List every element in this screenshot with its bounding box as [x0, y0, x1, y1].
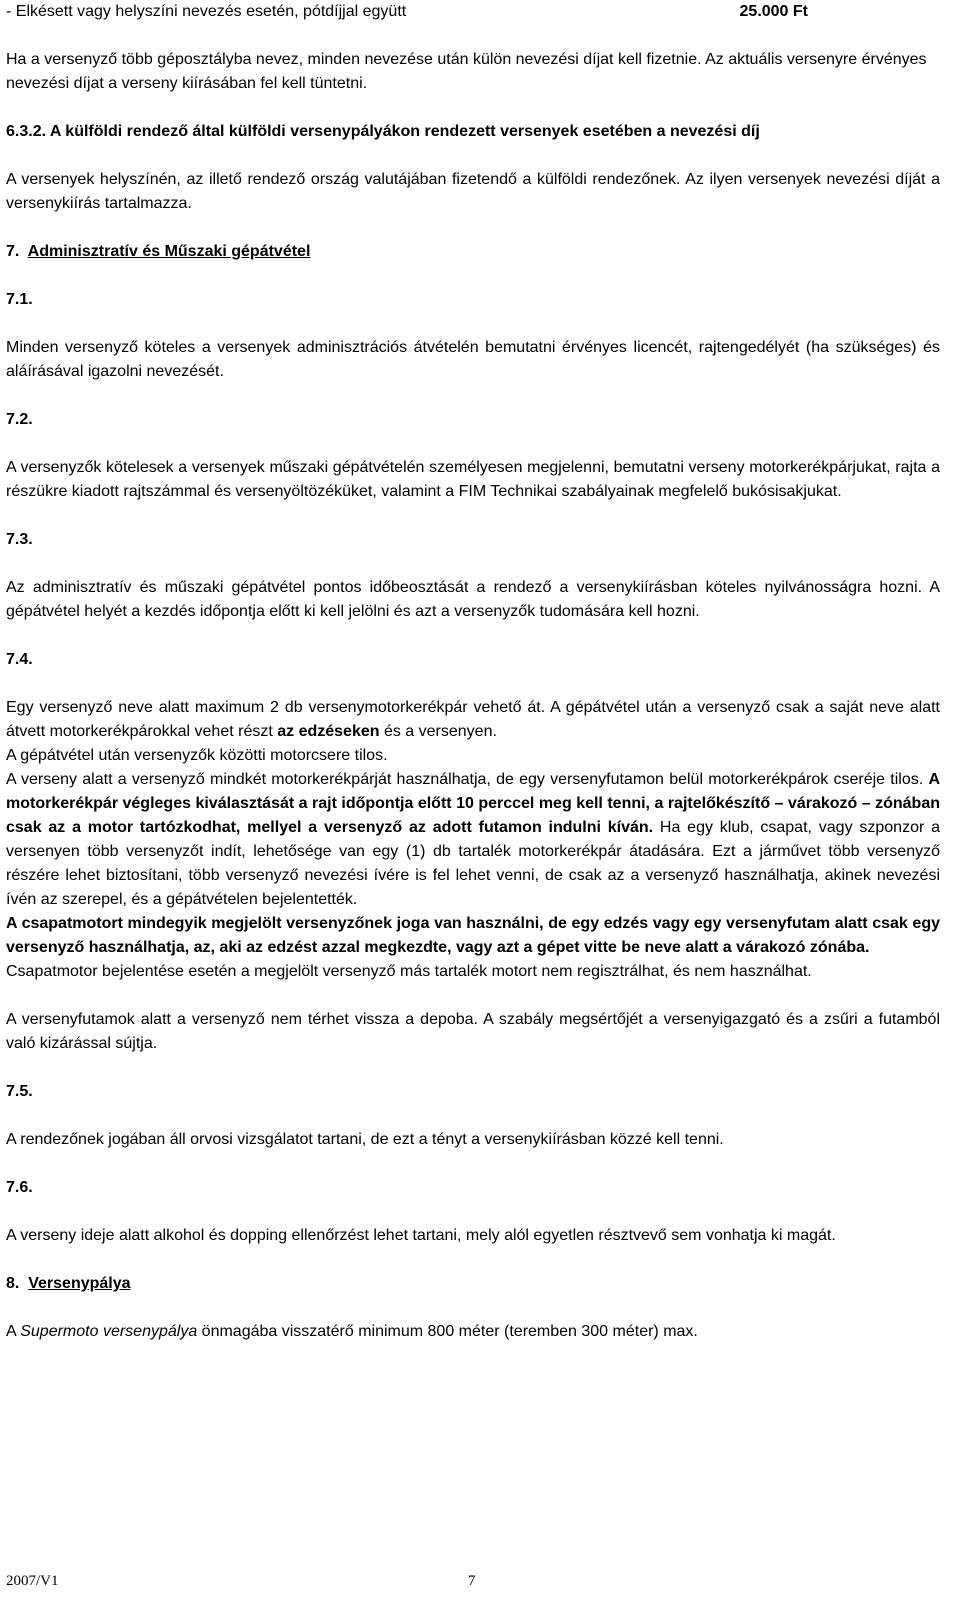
section-8-text-part-a: A: [6, 1323, 21, 1340]
section-7-4-paragraph-6: A versenyfutamok alatt a versenyző nem térhet vissza a depoba. A szabály megsértőjét a versenyigazgató és a zsűri a futamból való kizárással sújtja.: [6, 1011, 940, 1052]
document-page: [6, 0, 940, 1344]
section-7-6-text: A verseny ideje alatt alkohol és dopping ellenőrzést lehet tartani, mely alól egyetlen résztvevő sem vonhatja ki magát.: [6, 1227, 836, 1244]
section-7-number: 7.: [6, 243, 20, 260]
footer-version: 2007/V1: [6, 1573, 59, 1589]
section-7-4-p3-part-c: Ha egy klub, csapat, vagy szponzor a versenyen több versenyzőt indít, lehetősége van egy (1) db tartalék motorkerékpár átadására. Ezt a járművet több versenyző részére lehet biztosítani, több versenyző nevezési ívére is fel lehet venni, de csak az a versenyző használhatja, akinek nevezési ívén az szerepel, és a gépátvételen bejelentették.: [6, 819, 940, 908]
section-8-number: 8.: [6, 1275, 20, 1292]
section-8-text: [6, 1320, 940, 1344]
section-7-4-number: 7.4.: [6, 651, 33, 668]
section-7-1-number: 7.1.: [6, 291, 33, 308]
late-entry-fee-amount: 25.000 Ft: [739, 3, 808, 20]
section-7-3-number: 7.3.: [6, 531, 33, 548]
page-footer: [6, 1573, 706, 1590]
section-6-3-2-text: A versenyek helyszínén, az illető rendező ország valutájában fizetendő a külföldi rendezőnek. Az ilyen versenyek nevezési díját a versenykiírás tartalmazza.: [6, 171, 940, 212]
multi-class-fee-paragraph: Ha a versenyző több géposztályba nevez, minden nevezése után külön nevezési díjat kell fizetnie. Az aktuális versenyre érvényes nevezési díjat a verseny kiírásában fel kell tüntetni.: [6, 51, 927, 92]
section-8-title: Versenypálya: [28, 1275, 131, 1292]
section-8-text-part-c: önmagába visszatérő minimum 800 méter (teremben 300 méter) max.: [197, 1323, 698, 1340]
section-7-5-number: 7.5.: [6, 1083, 33, 1100]
section-7-2-number: 7.2.: [6, 411, 33, 428]
section-7-4-paragraph-3: [6, 768, 940, 912]
section-8-text-italic: Supermoto versenypálya: [20, 1323, 198, 1340]
late-entry-fee-label: - Elkésett vagy helyszíni nevezés esetén, pótdíjjal együtt: [6, 3, 407, 20]
section-7-4-p3-part-a: A verseny alatt a versenyző mindkét motorkerékpárját használhatja, de egy versenyfutamon belül motorkerékpárok cseréje tilos.: [6, 771, 929, 788]
section-7-heading: [6, 240, 940, 264]
section-7-5-text: A rendezőnek jogában áll orvosi vizsgálatot tartani, de ezt a tényt a versenykiírásban közzé kell tenni.: [6, 1131, 724, 1148]
section-8-heading: [6, 1272, 940, 1296]
section-6-3-2-heading: 6.3.2. A külföldi rendező által külföldi versenypályákon rendezett versenyek esetében a nevezési díj: [6, 123, 760, 140]
section-7-2-text: A versenyzők kötelesek a versenyek műszaki gépátvételén személyesen megjelenni, bemutatni verseny motorkerékpárjukat, rajta a részükre kiadott rajtszámmal és versenyöltözéküket, valamint a FIM Technikai szabályainak megfelelő bukósisakjukat.: [6, 459, 940, 500]
section-7-4-paragraph-2: A gépátvétel után versenyzők közötti motorcsere tilos.: [6, 747, 388, 764]
section-7-title: Adminisztratív és Műszaki gépátvétel: [27, 243, 311, 260]
section-7-3-text: Az adminisztratív és műszaki gépátvétel pontos időbeosztását a rendező a versenykiírásban köteles nyilvánosságra hozni. A gépátvétel helyét a kezdés időpontja előtt ki kell jelölni és azt a versenyzők tudomására kell hozni.: [6, 579, 940, 620]
section-7-1-text: Minden versenyző köteles a versenyek adminisztrációs átvételén bemutatni érvényes licencét, rajtengedélyét (ha szükséges) és aláírásával igazolni nevezését.: [6, 339, 940, 380]
section-7-4-p1-part-a: Egy versenyző neve alatt maximum 2 db versenymotorkerékpár vehető át. A gépátvétel után a versenyző csak a saját neve alatt átvett motorkerékpárokkal vehet részt: [6, 699, 940, 740]
section-7-4-p1-bold: az edzéseken: [277, 723, 380, 740]
section-7-6-number: 7.6.: [6, 1179, 33, 1196]
section-7-4-p3-bold: A motorkerékpár végleges kiválasztását a rajt időpontja előtt 10 perccel meg kell tenni, a rajtelőkészítő – várakozó – zónában csak az a motor tartózkodhat, mellyel a versenyző az adott futamon indulni kíván.: [6, 771, 940, 836]
section-7-4-paragraph-1: [6, 696, 940, 744]
section-7-4-paragraph-4: A csapatmotort mindegyik megjelölt versenyzőnek joga van használni, de egy edzés vagy egy versenyfutam alatt csak egy versenyző használhatja, az, aki az edzést azzal megkezdte, vagy azt a gépet vitte be neve alatt a várakozó zónába.: [6, 915, 940, 956]
section-7-4-p1-part-c: és a versenyen.: [379, 723, 497, 740]
late-entry-fee-line: [6, 0, 940, 24]
section-7-4-paragraph-5: Csapatmotor bejelentése esetén a megjelölt versenyző más tartalék motort nem regisztrálhat, és nem használhat.: [6, 963, 812, 980]
footer-page-number: 7: [468, 1573, 476, 1589]
